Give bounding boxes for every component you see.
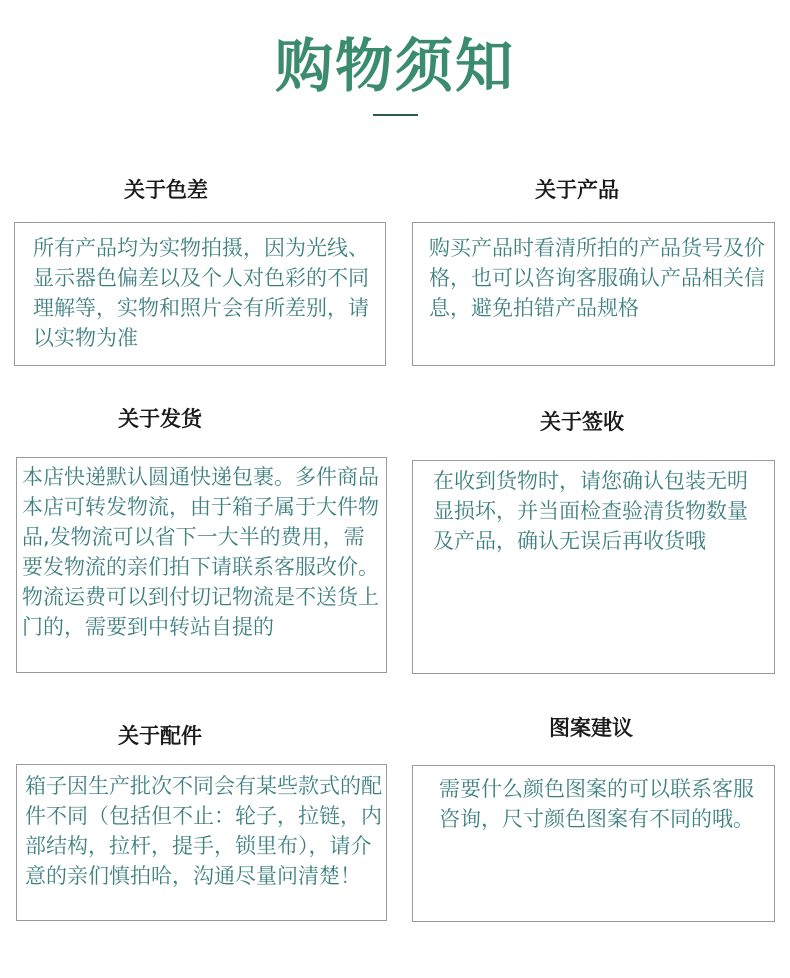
section-body-shipping: 本店快递默认圆通快递包裹。多件商品本店可转发物流，由于箱子属于大件物品,发物流可以省下一大半的费用，需要发物流的亲们拍下请联系客服改价。物流运费可以到付切记物流是不送货上门的，需要到中转站自提的 [22,465,379,639]
section-body-color-difference: 所有产品均为实物拍摄，因为光线、显示器色偏差以及个人对色彩的不同理解等，实物和照片会有所差别，请以实物为准 [33,236,369,350]
section-heading-color-difference: 关于色差 [124,178,208,202]
section-box-accessories [16,764,387,921]
section-box-color-difference [14,222,386,366]
section-body-product: 购买产品时看清所拍的产品货号及价格，也可以咨询客服确认产品相关信息，避免拍错产品规格 [429,236,765,320]
section-box-product [412,222,775,366]
section-box-receipt [412,460,775,674]
title-divider [373,114,418,116]
section-body-accessories: 箱子因生产批次不同会有某些款式的配件不同（包括但不止：轮子，拉链，内部结构，拉杆，提手，锁里布），请介意的亲们慎拍哈，沟通尽量问清楚！ [25,774,382,888]
section-heading-receipt: 关于签收 [540,410,624,434]
section-box-pattern [412,765,775,922]
section-heading-product: 关于产品 [535,178,619,202]
section-heading-accessories: 关于配件 [118,724,202,748]
section-body-receipt: 在收到货物时，请您确认包装无明显损坏，并当面检查验清货物数量及产品，确认无误后再收货哦 [433,469,748,553]
section-heading-shipping: 关于发货 [118,407,202,431]
page-title: 购物须知 [274,32,515,100]
section-heading-pattern: 图案建议 [549,716,633,740]
section-box-shipping [16,457,387,673]
section-body-pattern: 需要什么颜色图案的可以联系客服咨询，尺寸颜色图案有不同的哦。 [439,777,754,831]
